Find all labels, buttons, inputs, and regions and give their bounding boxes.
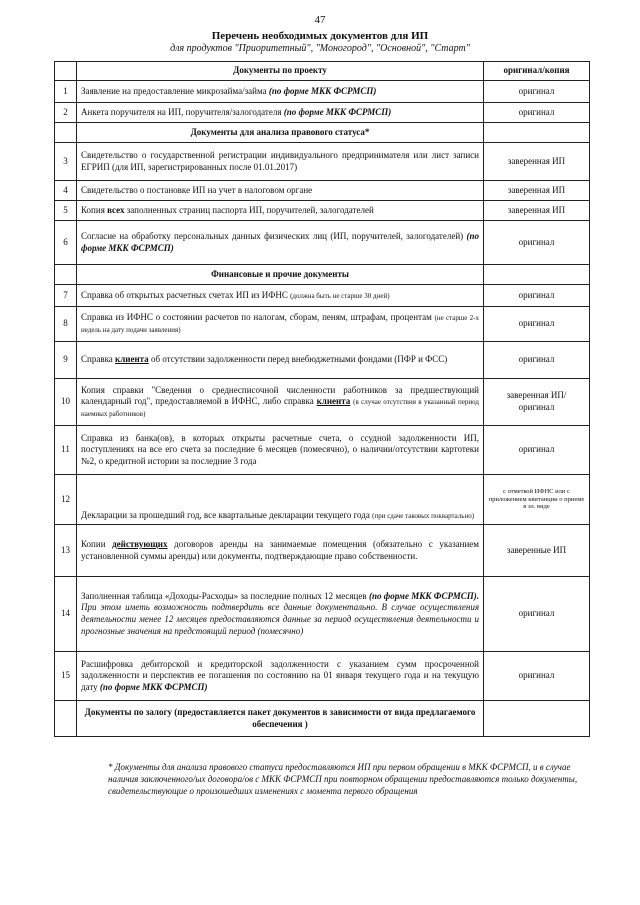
row-form: оригинал bbox=[484, 307, 590, 342]
section-header-row bbox=[55, 265, 590, 285]
row-form-note: (по форме МКК ФСРМСП) bbox=[268, 85, 377, 96]
row-description bbox=[77, 307, 484, 342]
row-number: 10 bbox=[55, 379, 77, 426]
row-description bbox=[77, 221, 484, 265]
row-description bbox=[77, 577, 484, 652]
row-number: 4 bbox=[55, 181, 77, 201]
table-row bbox=[55, 81, 590, 103]
row-number: 2 bbox=[55, 103, 77, 123]
row-form: заверенные ИП bbox=[484, 525, 590, 577]
empty-cell bbox=[55, 123, 77, 143]
empty-cell bbox=[484, 123, 590, 143]
row-description bbox=[77, 379, 484, 426]
row-description: Свидетельство о постановке ИП на учет в налоговом органе bbox=[77, 181, 484, 201]
section-legal-title: Документы для анализа правового статуса* bbox=[77, 123, 484, 143]
row-description: Справка из банка(ов), в которых открыты расчетные счета, о ссудной задолженности ИП, поступлениях на все его счета за последние 6 месяцев (помесячно), о наличии/отсутствии картотеки №2, о кредитной истории за последние 3 года bbox=[77, 426, 484, 475]
table-row bbox=[55, 285, 590, 307]
table-row bbox=[55, 342, 590, 379]
row-description bbox=[77, 342, 484, 379]
table-row bbox=[55, 201, 590, 221]
table-row bbox=[55, 475, 590, 525]
row-text: Заявление на предоставление микрозайма/займа bbox=[81, 85, 269, 96]
row-text: Анкета поручителя на ИП, поручителя/залогодателя bbox=[81, 106, 284, 117]
row-text: заполненных страниц паспорта ИП, поручителей, залогодателей bbox=[124, 204, 374, 215]
table-row bbox=[55, 103, 590, 123]
empty-cell bbox=[55, 265, 77, 285]
table-row bbox=[55, 221, 590, 265]
row-emphasis: клиента bbox=[115, 354, 149, 365]
section-finance-title: Финансовые и прочие документы bbox=[77, 265, 484, 285]
table-row bbox=[55, 577, 590, 652]
documents-table bbox=[54, 61, 590, 737]
table-row bbox=[55, 652, 590, 701]
row-number: 13 bbox=[55, 525, 77, 577]
row-text: Расшифровка дебиторской и кредиторской задолженности с указанием сумм просроченной задолженности и перспектив ее погашения по состоянию на 01 января текущего года и на текущую дату bbox=[81, 658, 479, 692]
empty-cell bbox=[484, 701, 590, 737]
row-emphasis: клиента bbox=[316, 396, 351, 407]
row-form: оригинал bbox=[484, 81, 590, 103]
section-header-row bbox=[55, 701, 590, 737]
page-number: 47 bbox=[314, 14, 326, 26]
row-text: Справка из ИФНС о состоянии расчетов по налогам, сборам, пеням, штрафам, процентам bbox=[81, 312, 435, 323]
row-note: (не старше 2-х недель на дату подачи заявления) bbox=[81, 314, 479, 334]
page-title: Перечень необходимых документов для ИП bbox=[211, 30, 429, 42]
row-text: об отсутствии задолженности перед внебюджетными фондами (ПФР и ФСС) bbox=[148, 354, 448, 365]
row-number: 11 bbox=[55, 426, 77, 475]
table-row bbox=[55, 426, 590, 475]
table-row bbox=[55, 379, 590, 426]
row-form: оригинал bbox=[484, 426, 590, 475]
row-emphasis: действующих bbox=[112, 538, 168, 549]
row-number: 12 bbox=[55, 475, 77, 525]
row-number: 7 bbox=[55, 285, 77, 307]
row-form: заверенная ИП bbox=[484, 143, 590, 181]
row-number: 9 bbox=[55, 342, 77, 379]
row-form: оригинал bbox=[484, 577, 590, 652]
table-header-row bbox=[55, 62, 590, 81]
table-row bbox=[55, 307, 590, 342]
footnote: * Документы для анализа правового статуса предоставляются ИП при первом обращении в МКК ФСРМСП, и в случае наличия заключенного/ых договора/ов с МКК ФСРМСП при повторном обращении предоставляются только документы, свидетельствующие о произошедших изменениях с момента первого обращения bbox=[108, 762, 578, 797]
row-italic-note: При этом иметь возможность подтвердить все данные документально. В случае осуществления деятельности менее 12 месяцев предоставляются данные за период осуществления деятельности и прогнозные значения на предстоящий период (помесячно) bbox=[81, 602, 479, 636]
num-header-cell bbox=[55, 62, 77, 81]
row-description bbox=[77, 652, 484, 701]
section-header-row bbox=[55, 123, 590, 143]
row-text: Копия bbox=[81, 204, 108, 215]
row-note: (в случае отсутствия в указанный период наемных работников) bbox=[81, 398, 479, 418]
row-number: 3 bbox=[55, 143, 77, 181]
row-text: Справка об открытых расчетных счетах ИП из ИФНС bbox=[81, 289, 291, 300]
section-collateral-title: Документы по залогу (предоставляется пакет документов в зависимости от вида предлагаемого обеспечения ) bbox=[77, 701, 484, 737]
row-form: оригинал bbox=[484, 285, 590, 307]
table-row bbox=[55, 525, 590, 577]
row-number: 5 bbox=[55, 201, 77, 221]
row-emphasis: всех bbox=[107, 204, 125, 215]
empty-cell bbox=[55, 701, 77, 737]
row-description bbox=[77, 285, 484, 307]
row-form: заверенная ИП bbox=[484, 201, 590, 221]
row-description: Свидетельство о государственной регистрации индивидуального предпринимателя или лист записи ЕГРИП (для ИП, зарегистрированных после 01.01.2017) bbox=[77, 143, 484, 181]
row-form-note: (по форме МКК ФСРМСП) bbox=[81, 230, 479, 253]
row-text: Декларации за прошедший год, все квартальные декларации текущего года bbox=[81, 510, 373, 521]
row-description bbox=[77, 475, 484, 525]
row-text: Копии bbox=[81, 538, 113, 549]
row-text: договоров аренды на занимаемые помещения (обязательно с указанием установленной суммы аренды) или документы, подтверждающие право собственности. bbox=[81, 538, 479, 561]
row-description bbox=[77, 201, 484, 221]
row-form: оригинал bbox=[484, 342, 590, 379]
row-description bbox=[77, 103, 484, 123]
row-form: с отметкой ИФНС или с приложением квитанции о приеме в эл. виде bbox=[484, 475, 590, 525]
row-number: 6 bbox=[55, 221, 77, 265]
row-note: (при сдаче таковых поквартально) bbox=[372, 512, 475, 521]
row-text: Согласие на обработку персональных данных физических лиц (ИП, поручителей, залогодателей) bbox=[81, 230, 467, 241]
page-subtitle: для продуктов "Приоритетный", "Моногород", "Основной", "Старт" bbox=[170, 43, 470, 54]
form-column-header: оригинал/копия bbox=[484, 62, 590, 81]
docs-column-header: Документы по проекту bbox=[77, 62, 484, 81]
table-row bbox=[55, 181, 590, 201]
row-text: Справка bbox=[81, 354, 116, 365]
row-note: (должна быть не старше 30 дней) bbox=[290, 291, 390, 300]
row-number: 8 bbox=[55, 307, 77, 342]
row-text: Копия справки "Сведения о среднесписочной численности работников за предшествующий календарный год", предоставляемой в ИФНС, либо справка bbox=[81, 384, 479, 407]
row-number: 15 bbox=[55, 652, 77, 701]
row-form: заверенная ИП/ оригинал bbox=[484, 379, 590, 426]
row-form: оригинал bbox=[484, 103, 590, 123]
row-description bbox=[77, 525, 484, 577]
row-form: заверенная ИП bbox=[484, 181, 590, 201]
empty-cell bbox=[484, 265, 590, 285]
row-form: оригинал bbox=[484, 652, 590, 701]
row-form-note: (по форме МКК ФСРМСП). bbox=[368, 590, 479, 601]
row-form-note: (по форме МКК ФСРМСП) bbox=[99, 681, 208, 692]
row-number: 1 bbox=[55, 81, 77, 103]
row-description bbox=[77, 81, 484, 103]
table-row bbox=[55, 143, 590, 181]
row-form: оригинал bbox=[484, 221, 590, 265]
row-text: Заполненная таблица «Доходы-Расходы» за последние полных 12 месяцев bbox=[81, 590, 369, 601]
row-form-note: (по форме МКК ФСРМСП) bbox=[283, 106, 392, 117]
row-number: 14 bbox=[55, 577, 77, 652]
